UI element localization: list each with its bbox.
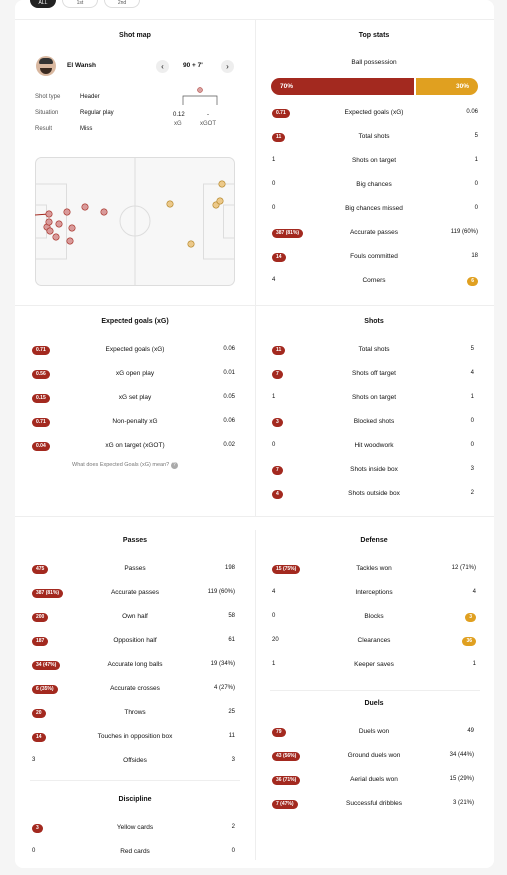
- home-value: 0.71: [32, 346, 50, 355]
- home-value-cell: [32, 565, 48, 574]
- away-value: 6: [467, 277, 478, 286]
- away-value: 12 (71%): [451, 565, 476, 571]
- home-value-cell: [32, 733, 46, 742]
- away-value: 4: [470, 370, 474, 376]
- away-value-cell: [475, 205, 478, 211]
- home-value-cell: [272, 229, 303, 238]
- home-value: 387 (81%): [32, 589, 63, 598]
- away-value: 0: [470, 418, 474, 424]
- away-value-cell: [211, 661, 235, 667]
- home-value-cell: [272, 637, 279, 643]
- possession-home-value: 70%: [280, 83, 294, 90]
- away-value-cell: [232, 848, 235, 854]
- stat-label: xG open play: [115, 370, 155, 377]
- passes-title: Passes: [122, 537, 148, 544]
- home-value-cell: [32, 637, 48, 646]
- stat-label: Opposition half: [113, 637, 157, 644]
- away-value-cell: [467, 277, 478, 286]
- xg-label: xG: [174, 121, 182, 127]
- home-value: 0.56: [32, 370, 50, 379]
- home-value-cell: [32, 757, 35, 763]
- result-value: Miss: [80, 126, 93, 132]
- away-value: 1: [474, 157, 478, 163]
- xg-value: 0.12: [173, 112, 185, 118]
- home-value-cell: [32, 370, 50, 379]
- stat-label: Big chances missed: [345, 205, 403, 212]
- away-value-cell: [223, 346, 235, 352]
- stat-label: Accurate crosses: [110, 685, 160, 692]
- home-value-cell: [272, 157, 275, 163]
- away-value: 25: [228, 709, 235, 715]
- away-value: 119 (60%): [207, 589, 235, 595]
- shot-time: 90 + 7': [183, 62, 203, 69]
- stat-label: Hit woodwork: [354, 442, 394, 449]
- stat-label: Big chances: [356, 181, 392, 188]
- away-value: 58: [228, 613, 235, 619]
- away-value: 34 (44%): [449, 752, 474, 758]
- home-value: 4: [272, 490, 283, 499]
- away-value-cell: [228, 637, 235, 643]
- home-value: 0.71: [32, 418, 50, 427]
- stat-label: Corners: [362, 277, 386, 284]
- home-value-cell: [32, 661, 60, 670]
- away-value-cell: [223, 418, 235, 424]
- home-value-cell: [32, 613, 48, 622]
- away-value-cell: [467, 728, 474, 734]
- player-name[interactable]: El Wansh: [67, 62, 97, 69]
- away-value-cell: [473, 661, 476, 667]
- away-value: 3: [231, 757, 235, 763]
- stat-label: Non-penalty xG: [112, 418, 158, 425]
- away-value: 0: [470, 442, 474, 448]
- stat-label: Shots on target: [351, 157, 397, 164]
- xgot-value: -: [207, 112, 209, 118]
- divider: [255, 530, 256, 860]
- away-value-cell: [229, 733, 235, 739]
- situation-value: Regular play: [80, 110, 114, 116]
- stat-label: Expected goals (xG): [105, 346, 165, 353]
- possession-away-value: 30%: [455, 83, 469, 90]
- home-value: 20: [272, 637, 279, 643]
- stat-label: Interceptions: [355, 589, 393, 596]
- away-value-cell: [473, 589, 476, 595]
- possession-bar-home: [271, 78, 414, 95]
- home-value-cell: [272, 613, 275, 619]
- away-value-cell: [232, 824, 235, 830]
- away-value-cell: [452, 565, 476, 571]
- away-value: 0.06: [223, 418, 235, 424]
- shots-title: Shots: [364, 318, 384, 325]
- away-value-cell: [471, 394, 474, 400]
- period-tabs: [30, 0, 140, 8]
- away-value-cell: [475, 181, 478, 187]
- away-value: 19 (34%): [210, 661, 235, 667]
- home-value: 0: [272, 613, 276, 619]
- stat-label: Accurate passes: [349, 229, 399, 236]
- home-value: 187: [32, 637, 48, 646]
- away-value-cell: [471, 490, 474, 496]
- home-value-cell: [272, 109, 290, 118]
- stat-label: Accurate long balls: [107, 661, 163, 668]
- away-value: 0.02: [223, 442, 235, 448]
- home-value: 11: [272, 346, 285, 355]
- home-value: 387 (81%): [272, 229, 303, 238]
- shot-map-pitch: [35, 157, 235, 286]
- home-value-cell: [272, 661, 275, 667]
- away-value: 0.06: [466, 109, 478, 115]
- away-value-cell: [214, 685, 235, 691]
- home-value: 0: [32, 848, 36, 854]
- stat-label: xG set play: [118, 394, 152, 401]
- stat-label: Duels won: [358, 728, 390, 735]
- home-value-cell: [272, 776, 300, 785]
- away-value-cell: [471, 370, 474, 376]
- away-value-cell: [471, 253, 478, 259]
- away-value: 0.05: [223, 394, 235, 400]
- home-value: 200: [32, 613, 48, 622]
- stat-label: Total shots: [358, 133, 390, 140]
- away-value-cell: [208, 589, 235, 595]
- home-value-cell: [272, 418, 283, 427]
- stat-label: Yellow cards: [116, 824, 154, 831]
- possession-label: Ball possession: [351, 59, 397, 66]
- home-value-cell: [272, 370, 283, 379]
- home-value-cell: [32, 394, 50, 403]
- stat-label: Passes: [124, 565, 146, 572]
- stat-label: Shots off target: [352, 370, 396, 377]
- home-value-cell: [32, 418, 50, 427]
- home-value: 20: [32, 709, 46, 718]
- home-value-cell: [272, 346, 285, 355]
- divider: [255, 19, 256, 516]
- away-value-cell: [465, 613, 476, 622]
- result-label: Result: [35, 126, 53, 132]
- home-value: 0: [272, 442, 276, 448]
- home-value-cell: [272, 752, 300, 761]
- shot-type-label: Shot type: [35, 94, 61, 100]
- away-value: 2: [470, 490, 474, 496]
- home-value-cell: [32, 824, 43, 833]
- away-value-cell: [225, 565, 235, 571]
- home-value-cell: [32, 442, 50, 451]
- situation-label: Situation: [35, 110, 59, 116]
- home-value-cell: [272, 565, 300, 574]
- home-value: 7: [272, 466, 283, 475]
- stat-label: Total shots: [358, 346, 390, 353]
- stat-label: xG on target (xGOT): [105, 442, 165, 449]
- home-value-cell: [272, 277, 275, 283]
- shot-type-value: Header: [80, 94, 100, 100]
- xg-info-link[interactable]: [72, 462, 178, 469]
- tab-2nd[interactable]: 2nd: [104, 0, 140, 8]
- home-value: 14: [32, 733, 46, 742]
- stat-label: Offsides: [123, 757, 147, 764]
- away-value-cell: [475, 157, 478, 163]
- home-value-cell: [272, 394, 275, 400]
- stat-label: Aerial duels won: [350, 776, 398, 783]
- away-value-cell: [223, 394, 235, 400]
- home-value: 36 (71%): [272, 776, 300, 785]
- home-value: 79: [272, 728, 286, 737]
- away-value-cell: [466, 109, 478, 115]
- away-value: 1: [472, 661, 476, 667]
- away-value: 3 (21%): [452, 800, 474, 806]
- tab-1st[interactable]: 1st: [62, 0, 98, 8]
- away-value: 0: [231, 848, 235, 854]
- stat-label: Shots on target: [351, 394, 397, 401]
- home-value: 1: [272, 394, 276, 400]
- home-value: 1: [272, 157, 276, 163]
- away-value: 1: [470, 394, 474, 400]
- home-value: 1: [272, 661, 276, 667]
- away-value-cell: [451, 229, 478, 235]
- stat-label: Touches in opposition box: [97, 733, 173, 740]
- divider: [30, 780, 240, 781]
- away-value: 4: [472, 589, 476, 595]
- away-value: 0: [474, 181, 478, 187]
- home-value-cell: [272, 490, 283, 499]
- away-value: 61: [228, 637, 235, 643]
- away-value-cell: [223, 442, 235, 448]
- stat-label: Blocked shots: [353, 418, 395, 425]
- stat-label: Red cards: [120, 848, 150, 855]
- away-value: 15 (29%): [449, 776, 474, 782]
- home-value-cell: [32, 709, 46, 718]
- away-value: 4 (27%): [213, 685, 235, 691]
- away-value-cell: [471, 442, 474, 448]
- home-value: 43 (56%): [272, 752, 300, 761]
- divider: [270, 690, 480, 691]
- xg-title: Expected goals (xG): [101, 318, 169, 325]
- duels-title: Duels: [364, 700, 384, 707]
- home-value: 3: [32, 757, 36, 763]
- home-value: 3: [272, 418, 283, 427]
- help-icon: ?: [171, 462, 178, 469]
- stat-label: Ground duels won: [347, 752, 401, 759]
- divider: [15, 305, 494, 306]
- xg-info-text: What does Expected Goals (xG) mean?: [72, 462, 170, 468]
- away-value: 3: [465, 613, 476, 622]
- away-value: 11: [228, 733, 235, 739]
- home-value-cell: [32, 848, 35, 854]
- home-value-cell: [272, 133, 285, 142]
- away-value: 0.06: [223, 346, 235, 352]
- away-value-cell: [450, 752, 474, 758]
- away-value-cell: [471, 466, 474, 472]
- prev-shot-button[interactable]: ‹: [156, 60, 169, 73]
- stat-label: Keeper saves: [354, 661, 394, 668]
- top-stats-title: Top stats: [358, 32, 390, 39]
- home-value: 15 (75%): [272, 565, 300, 574]
- away-value-cell: [450, 776, 474, 782]
- away-value: 0.01: [223, 370, 235, 376]
- away-value-cell: [475, 133, 478, 139]
- possession-bar-away: [416, 78, 478, 95]
- away-value-cell: [228, 613, 235, 619]
- avatar: [36, 56, 56, 76]
- stat-label: Shots outside box: [348, 490, 400, 497]
- tab-all[interactable]: ALL: [30, 0, 56, 8]
- home-value-cell: [32, 685, 58, 694]
- away-value-cell: [228, 709, 235, 715]
- home-value-cell: [272, 253, 286, 262]
- away-value: 5: [474, 133, 478, 139]
- home-value: 0.15: [32, 394, 50, 403]
- home-value-cell: [272, 589, 275, 595]
- home-value: 34 (47%): [32, 661, 60, 670]
- home-value-cell: [32, 346, 50, 355]
- home-value-cell: [32, 589, 63, 598]
- away-value: 2: [231, 824, 235, 830]
- home-value: 3: [32, 824, 43, 833]
- home-value: 6 (35%): [32, 685, 58, 694]
- home-value: 0: [272, 205, 276, 211]
- away-value: 3: [470, 466, 474, 472]
- stat-label: Clearances: [357, 637, 391, 644]
- xgot-label: xGOT: [200, 121, 216, 127]
- home-value: 475: [32, 565, 48, 574]
- home-value: 14: [272, 253, 286, 262]
- stat-label: Accurate passes: [110, 589, 160, 596]
- away-value: 119 (60%): [450, 229, 478, 235]
- home-value: 0.71: [272, 109, 290, 118]
- home-value: 0.04: [32, 442, 50, 451]
- home-value: 0: [272, 181, 276, 187]
- shot-map-title: Shot map: [119, 32, 151, 39]
- away-value-cell: [462, 637, 476, 646]
- away-value-cell: [471, 418, 474, 424]
- away-value: 49: [467, 728, 474, 734]
- away-value-cell: [232, 757, 235, 763]
- home-value: 7 (47%): [272, 800, 298, 809]
- defense-title: Defense: [360, 537, 388, 544]
- home-value-cell: [272, 442, 275, 448]
- home-value-cell: [272, 181, 275, 187]
- away-value-cell: [453, 800, 474, 806]
- home-value: 11: [272, 133, 285, 142]
- away-value: 0: [474, 205, 478, 211]
- away-value: 18: [471, 253, 478, 259]
- away-value: 198: [224, 565, 235, 571]
- goal-frame-icon: [180, 85, 220, 107]
- away-value: 5: [470, 346, 474, 352]
- home-value-cell: [272, 728, 286, 737]
- home-value-cell: [272, 466, 283, 475]
- away-value-cell: [471, 346, 474, 352]
- discipline-title: Discipline: [118, 796, 152, 803]
- stat-label: Successful dribbles: [346, 800, 402, 807]
- home-value: 4: [272, 589, 276, 595]
- home-value: 7: [272, 370, 283, 379]
- away-value-cell: [223, 370, 235, 376]
- stat-label: Tackles won: [356, 565, 392, 572]
- home-value-cell: [272, 800, 298, 809]
- stat-label: Expected goals (xG): [344, 109, 404, 116]
- next-shot-button[interactable]: ›: [221, 60, 234, 73]
- stat-label: Own half: [122, 613, 148, 620]
- divider: [15, 516, 494, 517]
- stat-label: Shots inside box: [350, 466, 398, 473]
- stat-label: Fouls committed: [350, 253, 398, 260]
- stat-label: Blocks: [364, 613, 384, 620]
- stat-label: Throws: [124, 709, 146, 716]
- away-value: 36: [462, 637, 476, 646]
- home-value-cell: [272, 205, 275, 211]
- home-value: 4: [272, 277, 276, 283]
